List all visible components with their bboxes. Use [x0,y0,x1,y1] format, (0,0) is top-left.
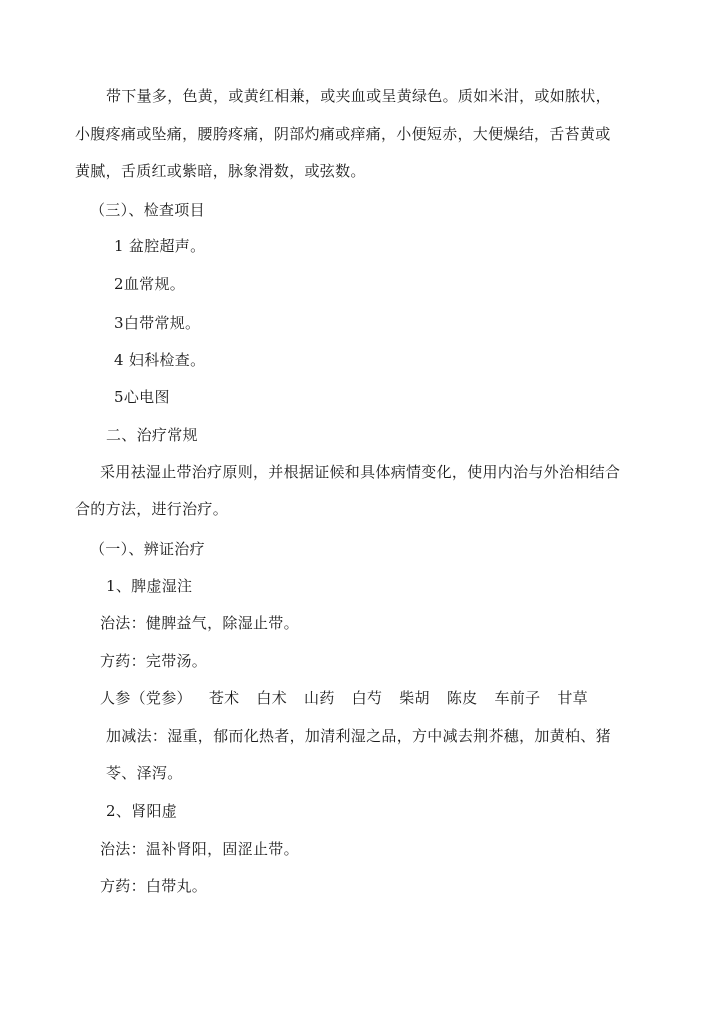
check-item: 1 盆腔超声。 [114,237,206,255]
herb-item: 苍术 [208,689,240,707]
section-heading-checks: （三）、检查项目 [90,201,205,219]
herb-list [100,688,605,708]
item-formula: 方药：完带汤。 [100,652,208,670]
herb-item: 白术 [256,689,288,707]
item-title: 2、肾阳虚 [106,802,178,820]
check-item: 5心电图 [114,388,170,406]
check-item: 3白带常规。 [114,314,201,332]
paragraph-line: 带下量多，色黄，或黄红相兼，或夹血或呈黄绿色。质如米泔，或如脓状， [106,87,611,105]
item-title: 1、脾虚湿注 [106,577,193,595]
subsection-heading: （一）、辨证治疗 [90,540,205,558]
paragraph-line: 采用祛湿止带治疗原则，并根据证候和具体病情变化，使用内治与外治相结合 [100,463,621,481]
herb-item: 柴胡 [399,689,430,707]
item-formula: 方药：白带丸。 [100,877,208,895]
modification-line: 苓、泽泻。 [106,764,183,782]
paragraph-line: 小腹疼痛或坠痛，腰胯疼痛，阴部灼痛或痒痛，小便短赤，大便燥结，舌苔黄或 [75,125,611,143]
check-item: 4 妇科检查。 [114,351,206,369]
herb-item: 白芍 [351,689,383,707]
section-heading-treatment: 二、治疗常规 [106,426,198,444]
herb-item: 人参（党参） [100,689,192,707]
item-method: 治法：健脾益气，除湿止带。 [100,614,299,632]
herb-item: 陈皮 [446,689,478,707]
paragraph-line: 合的方法，进行治疗。 [75,500,229,518]
herb-item: 车前子 [494,689,541,707]
item-method: 治法：温补肾阳，固涩止带。 [100,840,299,858]
check-item: 2血常规。 [114,275,186,293]
herb-item: 山药 [304,689,335,707]
herb-item: 甘草 [557,689,588,707]
paragraph-line: 黄腻，舌质红或紫暗，脉象滑数，或弦数。 [75,162,366,180]
modification-line: 加减法：湿重，郁而化热者，加清利湿之品，方中减去荆芥穗，加黄柏、猪 [106,727,611,745]
